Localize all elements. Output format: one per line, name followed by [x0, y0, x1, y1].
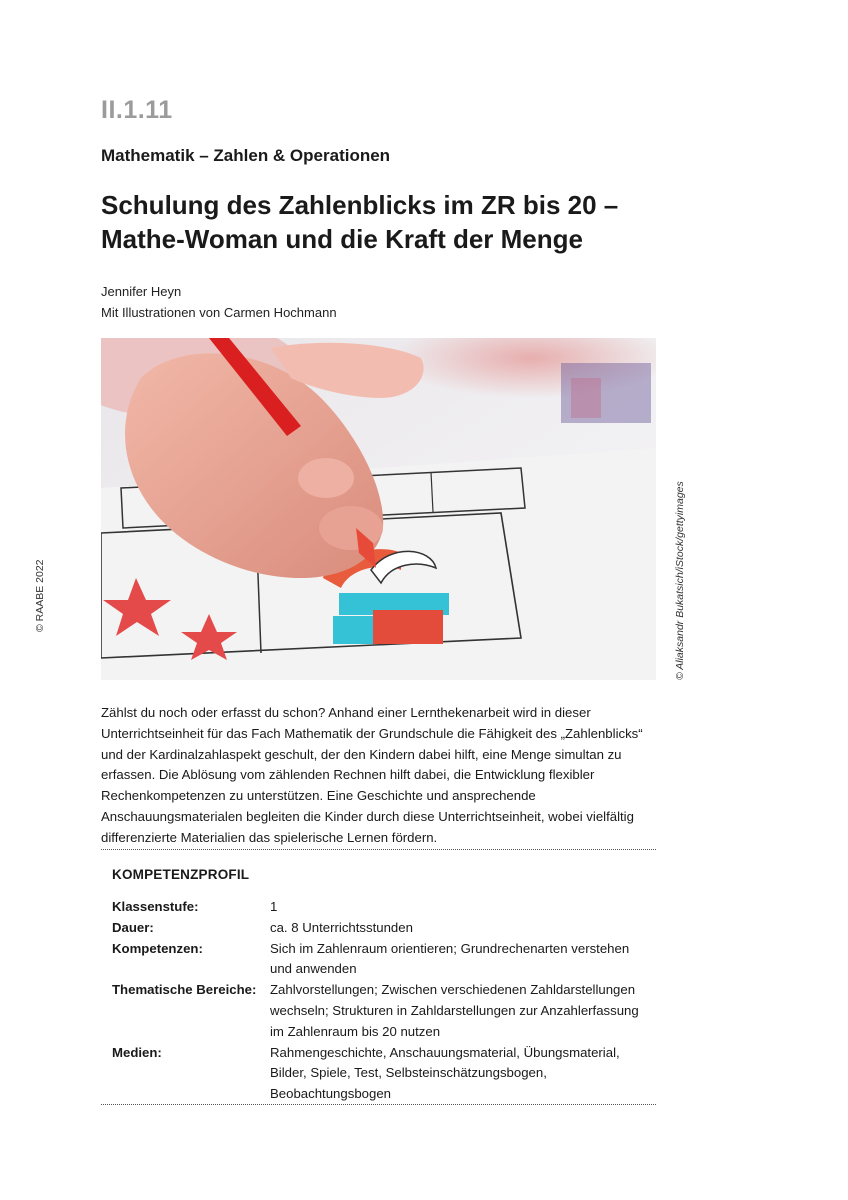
- title-line-1: Schulung des Zahlenblicks im ZR bis 20 –: [101, 190, 619, 220]
- profile-heading: KOMPETENZPROFIL: [112, 867, 250, 882]
- divider-top: [101, 849, 656, 850]
- profile-value: ca. 8 Unterrichtsstunden: [270, 919, 413, 935]
- author-name: Jennifer Heyn: [101, 284, 182, 299]
- photo-credit: © Aliaksandr Bukatsich/iStock/gettyimages: [674, 481, 686, 680]
- subject-heading: Mathematik – Zahlen & Operationen: [101, 146, 391, 165]
- divider-bottom: [101, 1104, 656, 1105]
- profile-label: Klassenstufe:: [112, 899, 199, 914]
- child-drawing-photo: [101, 338, 656, 680]
- profile-value: Rahmengeschichte, Anschauungsmaterial, Übungsmaterial, Bilder, Spiele, Test, Selbsteinschätzungsbogen, Beobachtungsbogen: [270, 1044, 620, 1102]
- page-title: [101, 188, 661, 256]
- side-copyright: © RAABE 2022: [34, 559, 46, 632]
- competence-profile: [112, 897, 652, 1105]
- illustrator-credit: Mit Illustrationen von Carmen Hochmann: [101, 305, 337, 320]
- abstract-text: Zählst du noch oder erfasst du schon? Anhand einer Lernthekenarbeit wird in dieser Unterrichtseinheit für das Fach Mathematik der Grundschule die Fähigkeit des „Zahlenblicks“ und der Kardinalzahlaspekt geschult, der den Kindern dabei hilft, eine Menge simultan zu erfassen. Die Ablösung vom zählenden Rechnen hilft dabei, die Entwicklung flexibler Rechenkompetenzen zu unterstützen. Eine Geschichte und ansprechende Anschauungsmaterialen begleiten die Kinder durch diese Unterrichtseinheit, wobei vielfältig differenzierte Materialien das spielerische Lernen fördern.: [101, 705, 643, 845]
- profile-row: [112, 939, 652, 981]
- profile-value: Zahlvorstellungen; Zwischen verschiedenen Zahldarstellungen wechseln; Strukturen in Zahldarstellungen zur Anzahlerfassung im Zahlenraum bis 20 nutzen: [270, 982, 639, 1039]
- author-block: [101, 281, 337, 323]
- profile-row: [112, 1043, 652, 1105]
- profile-label: Dauer:: [112, 919, 154, 935]
- profile-value: Sich im Zahlenraum orientieren; Grundrechenarten verstehen und anwenden: [270, 940, 630, 977]
- profile-label: Medien:: [112, 1044, 162, 1060]
- unit-code: II.1.11: [101, 96, 173, 124]
- cover-photo: [101, 338, 656, 680]
- profile-value: 1: [270, 899, 278, 914]
- profile-label: Thematische Bereiche:: [112, 982, 257, 998]
- profile-row: [112, 918, 652, 939]
- profile-row: [112, 897, 652, 918]
- profile-label: Kompetenzen:: [112, 940, 203, 956]
- title-line-2: Mathe-Woman und die Kraft der Menge: [101, 224, 583, 254]
- profile-row: [112, 980, 652, 1042]
